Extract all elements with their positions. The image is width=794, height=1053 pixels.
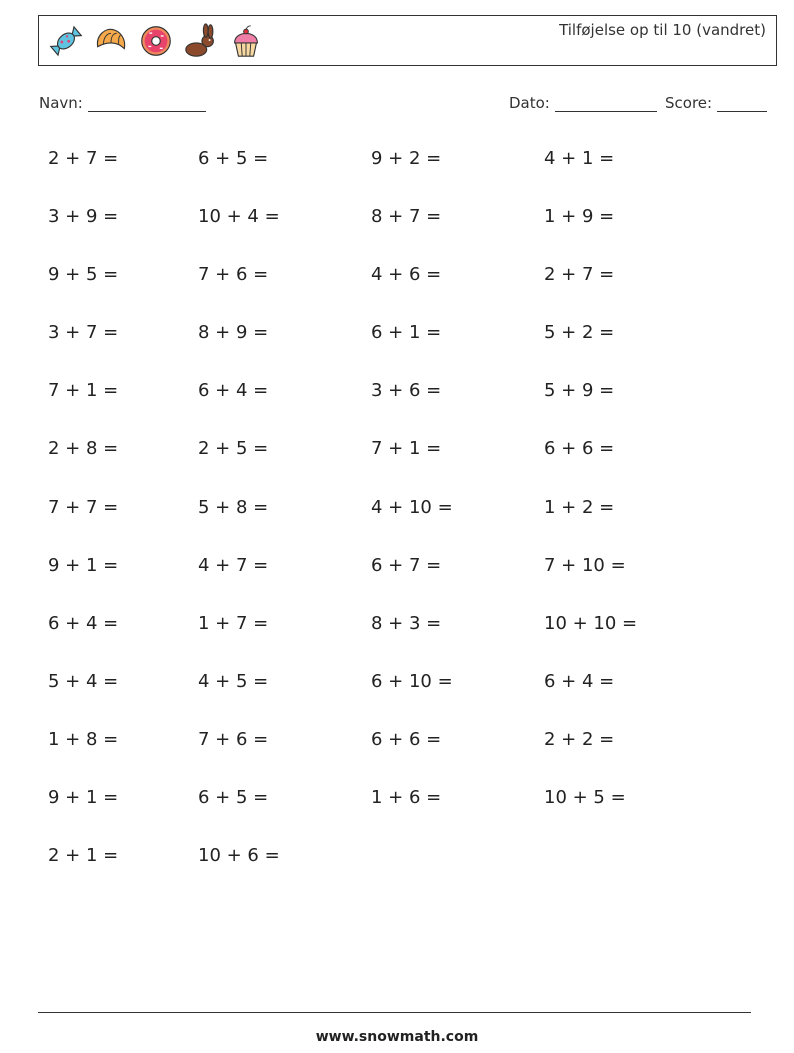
croissant-icon	[92, 22, 130, 60]
problem-row	[48, 671, 748, 729]
problem-item: 6 + 1 =	[371, 322, 442, 344]
problem-item: 5 + 8 =	[198, 496, 269, 518]
problem-item: 7 + 6 =	[198, 728, 269, 750]
problem-row	[48, 613, 748, 671]
problem-item: 4 + 10 =	[371, 496, 453, 518]
problem-item: 6 + 4 =	[198, 380, 269, 402]
name-label: Navn:	[39, 94, 83, 112]
problem-row	[48, 438, 748, 496]
problem-item: 4 + 7 =	[198, 554, 269, 576]
problem-item: 5 + 4 =	[48, 670, 119, 692]
problem-item: 9 + 1 =	[48, 787, 119, 809]
footer-divider	[38, 1012, 751, 1013]
problem-item: 7 + 1 =	[48, 380, 119, 402]
problem-row	[48, 729, 748, 787]
problem-item: 10 + 6 =	[198, 845, 280, 867]
problem-item: 2 + 8 =	[48, 438, 119, 460]
date-label: Dato:	[509, 94, 550, 112]
problem-item: 5 + 2 =	[544, 322, 615, 344]
problem-item: 7 + 6 =	[198, 264, 269, 286]
problem-item: 8 + 7 =	[371, 206, 442, 228]
problem-item: 6 + 5 =	[198, 148, 269, 169]
problem-row	[48, 380, 748, 438]
problem-item: 4 + 6 =	[371, 264, 442, 286]
problem-row	[48, 264, 748, 322]
problem-item: 10 + 10 =	[544, 612, 638, 634]
candy-icon	[47, 22, 85, 60]
problem-item: 8 + 9 =	[198, 322, 269, 344]
problem-row	[48, 845, 748, 903]
problem-item: 7 + 7 =	[48, 496, 119, 518]
problem-row	[48, 497, 748, 555]
chocolate-bunny-icon	[182, 22, 220, 60]
date-field	[509, 94, 657, 112]
problem-item: 1 + 2 =	[544, 496, 615, 518]
problem-item: 6 + 5 =	[198, 787, 269, 809]
problem-item: 3 + 7 =	[48, 322, 119, 344]
problem-row	[48, 322, 748, 380]
date-blank[interactable]	[555, 95, 657, 112]
problem-item: 5 + 9 =	[544, 380, 615, 402]
icon-strip	[47, 22, 265, 60]
problem-item: 2 + 2 =	[544, 728, 615, 750]
footer-website: www.snowmath.com	[315, 1029, 479, 1045]
problem-item: 1 + 7 =	[198, 612, 269, 634]
problem-item: 7 + 10 =	[544, 554, 626, 576]
donut-icon	[137, 22, 175, 60]
score-blank[interactable]	[717, 95, 767, 112]
problem-item: 6 + 4 =	[48, 612, 119, 634]
problem-item: 2 + 5 =	[198, 438, 269, 460]
problem-item: 10 + 4 =	[198, 206, 280, 228]
problem-item: 4 + 5 =	[198, 670, 269, 692]
problem-item: 1 + 6 =	[371, 787, 442, 809]
problem-item: 10 + 5 =	[544, 787, 626, 809]
problem-item: 4 + 1 =	[544, 148, 615, 169]
problem-item: 9 + 2 =	[371, 148, 442, 169]
problem-item: 2 + 1 =	[48, 845, 119, 867]
problem-item: 8 + 3 =	[371, 612, 442, 634]
name-blank[interactable]	[88, 95, 206, 112]
name-field	[39, 94, 206, 112]
problem-item: 6 + 4 =	[544, 670, 615, 692]
problem-row	[48, 787, 748, 845]
problem-item: 9 + 1 =	[48, 554, 119, 576]
problem-item: 6 + 6 =	[544, 438, 615, 460]
problem-row	[48, 206, 748, 264]
problem-item: 3 + 9 =	[48, 206, 119, 228]
problem-item: 2 + 7 =	[544, 264, 615, 286]
problem-item: 1 + 8 =	[48, 728, 119, 750]
problem-item: 7 + 1 =	[371, 438, 442, 460]
problem-row	[48, 555, 748, 613]
problem-item: 2 + 7 =	[48, 148, 119, 169]
problem-grid	[48, 148, 748, 903]
problem-item: 1 + 9 =	[544, 206, 615, 228]
problem-item: 3 + 6 =	[371, 380, 442, 402]
score-label: Score:	[665, 94, 713, 112]
cupcake-icon	[227, 22, 265, 60]
problem-item: 9 + 5 =	[48, 264, 119, 286]
worksheet-title: Tilføjelse op til 10 (vandret)	[559, 21, 766, 39]
score-field	[665, 94, 767, 112]
problem-row	[48, 148, 748, 206]
problem-item: 6 + 7 =	[371, 554, 442, 576]
problem-item: 6 + 6 =	[371, 728, 442, 750]
worksheet-header	[38, 15, 777, 66]
problem-item: 6 + 10 =	[371, 670, 453, 692]
